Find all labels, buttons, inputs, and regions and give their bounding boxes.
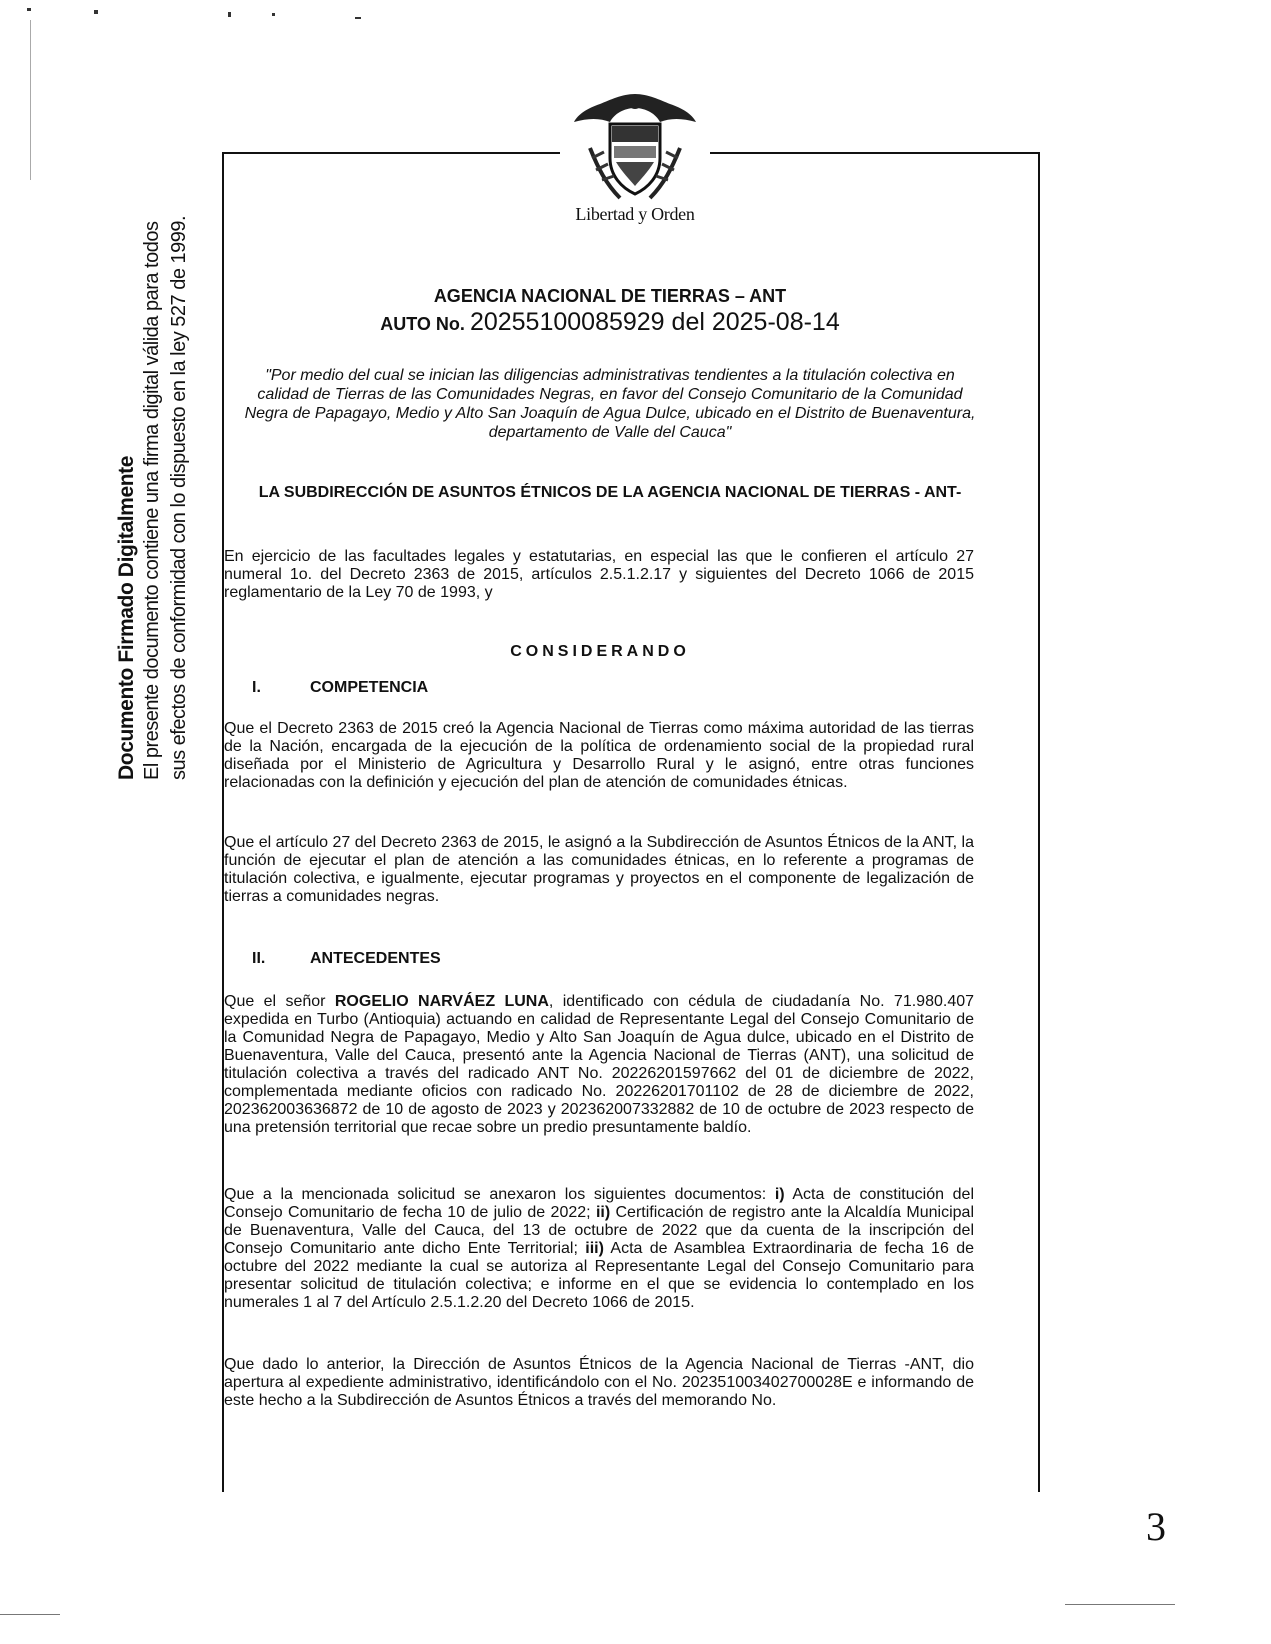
page-number: 3 xyxy=(1146,1504,1166,1549)
text-run: Acta de constitución del Consejo Comunitario de fecha 10 de julio de 2022; xyxy=(224,1186,974,1221)
antecedentes-paragraph-2 xyxy=(224,1186,974,1312)
signature-notice-line: El presente documento contiene una firma digital válida para todos xyxy=(141,221,163,780)
text-run: Acta de Asamblea Extraordinaria de fecha 16 de octubre del 2022 mediante la cual se autoriza al Representante Legal del Consejo Comunitario para presentar solicitud de titulación colectiva; e informe en el que se evidencia lo contemplado en los numerales 1 al 7 del Artículo 2.5.1.2.20 del Decreto 1066 de 2015. xyxy=(224,1240,974,1311)
scan-edge-line xyxy=(30,20,31,180)
section-number: I. xyxy=(252,679,261,696)
intro-paragraph: En ejercicio de las facultades legales y estatutarias, en especial las que le confieren el artículo 27 numeral 1o. del Decreto 2363 de 2015, artículos 2.5.1.2.17 y siguientes del Decreto 1066 de 2015 reglamentario de la Ley 70 de 1993, y xyxy=(224,548,974,601)
section-title: COMPETENCIA xyxy=(310,679,429,696)
section-title: ANTECEDENTES xyxy=(310,950,441,967)
agency-title: AGENCIA NACIONAL DE TIERRAS – ANT xyxy=(433,286,787,306)
scan-speck xyxy=(228,12,231,17)
petitioner-name: ROGELIO NARVÁEZ LUNA xyxy=(334,993,549,1010)
scan-speck xyxy=(27,8,31,11)
colombia-seal-icon xyxy=(570,88,700,206)
scan-speck xyxy=(355,17,361,19)
signature-notice-title: Documento Firmado Digitalmente xyxy=(115,455,138,780)
document-subject: "Por medio del cual se inician las diligencias administrativas tendientes a la titulación colectiva en calidad de Tierras de las Comunidades Negras, en favor del Consejo Comunitario de la Comunidad Negra de Papagayo, Medio y Alto San Joaquín de Agua Dulce, ubicado en el Distrito de Buenaventura, departamento de Valle del Cauca" xyxy=(244,367,976,441)
seal-motto: Libertad y Orden xyxy=(575,204,695,224)
auto-label: AUTO No. xyxy=(380,314,465,334)
digital-signature-notice xyxy=(115,215,205,780)
text-run: Que el señor xyxy=(224,993,335,1010)
auto-number-line xyxy=(300,308,920,337)
antecedentes-paragraph-3: Que dado lo anterior, la Dirección de Asuntos Étnicos de la Agencia Nacional de Tierras -ANT, dio apertura al expediente administrativo, identificándolo con el No. 202351003402700028E e informando de este hecho a la Subdirección de Asuntos Étnicos a través del memorando No. xyxy=(224,1356,974,1409)
auto-number: 20255100085929 del 2025-08-14 xyxy=(469,308,840,336)
list-marker: ii) xyxy=(595,1204,611,1221)
section-heading-antecedentes xyxy=(252,950,441,968)
text-run: Que a la mencionada solicitud se anexaron los siguientes documentos: xyxy=(224,1186,775,1203)
antecedentes-paragraph-1 xyxy=(224,993,974,1137)
issuer-heading: LA SUBDIRECCIÓN DE ASUNTOS ÉTNICOS DE LA AGENCIA NACIONAL DE TIERRAS - ANT- xyxy=(258,484,962,501)
text-run: Certificación de registro ante la Alcaldía Municipal de Buenaventura, Valle del Cauca, del 13 de octubre de 2022 que da cuenta de la inscripción del Consejo Comunitario ante dicho Ente Territorial; xyxy=(224,1204,975,1257)
coat-of-arms xyxy=(560,88,710,248)
scan-speck xyxy=(272,13,275,16)
list-marker: i) xyxy=(774,1186,785,1203)
considerando-heading: CONSIDERANDO xyxy=(510,643,690,660)
competencia-paragraph-2: Que el artículo 27 del Decreto 2363 de 2015, le asignó a la Subdirección de Asuntos Étnicos de la ANT, la función de ejecutar el plan de atención a las comunidades étnicas, en lo referente a programas de titulación colectiva, e igualmente, ejecutar programas y proyectos en el componente de legalización de tierras a comunidades negras. xyxy=(224,834,974,905)
competencia-paragraph-1: Que el Decreto 2363 de 2015 creó la Agencia Nacional de Tierras como máxima autoridad de las tierras de la Nación, encargada de la ejecución de la política de ordenamiento social de la propiedad rural diseñada por el Ministerio de Agricultura y Desarrollo Rural y le asignó, entre otras funciones relacionadas con la definición y ejecución del plan de atención de comunidades étnicas. xyxy=(224,720,974,791)
section-heading-competencia xyxy=(252,679,428,697)
scan-speck xyxy=(94,10,98,14)
text-run: , identificado con cédula de ciudadanía No. 71.980.407 expedida en Turbo (Antioquia) actuando en calidad de Representante Legal del Consejo Comunitario de la Comunidad Negra de Papagayo, Medio y Alto San Joaquín de Agua dulce, ubicado en el Distrito de Buenaventura, Valle del Cauca, presentó ante la Agencia Nacional de Tierras (ANT), una solicitud de titulación colectiva a través del radicado ANT No. 20226201597662 del 01 de diciembre de 2022, complementada mediante oficios con radicado No. 20226201701102 de 28 de diciembre de 2022, 202362003636872 de 10 de agosto de 2023 y 202362007332882 de 10 de octubre de 2023 respecto de una pretensión territorial que recae sobre un predio presuntamente baldío. xyxy=(224,993,975,1136)
scan-edge-line xyxy=(0,1614,60,1615)
list-marker: iii) xyxy=(585,1240,604,1257)
section-number: II. xyxy=(252,950,266,967)
signature-notice-line: sus efectos de conformidad con lo dispuesto en la ley 527 de 1999. xyxy=(168,215,190,780)
scan-edge-line xyxy=(1065,1604,1175,1605)
